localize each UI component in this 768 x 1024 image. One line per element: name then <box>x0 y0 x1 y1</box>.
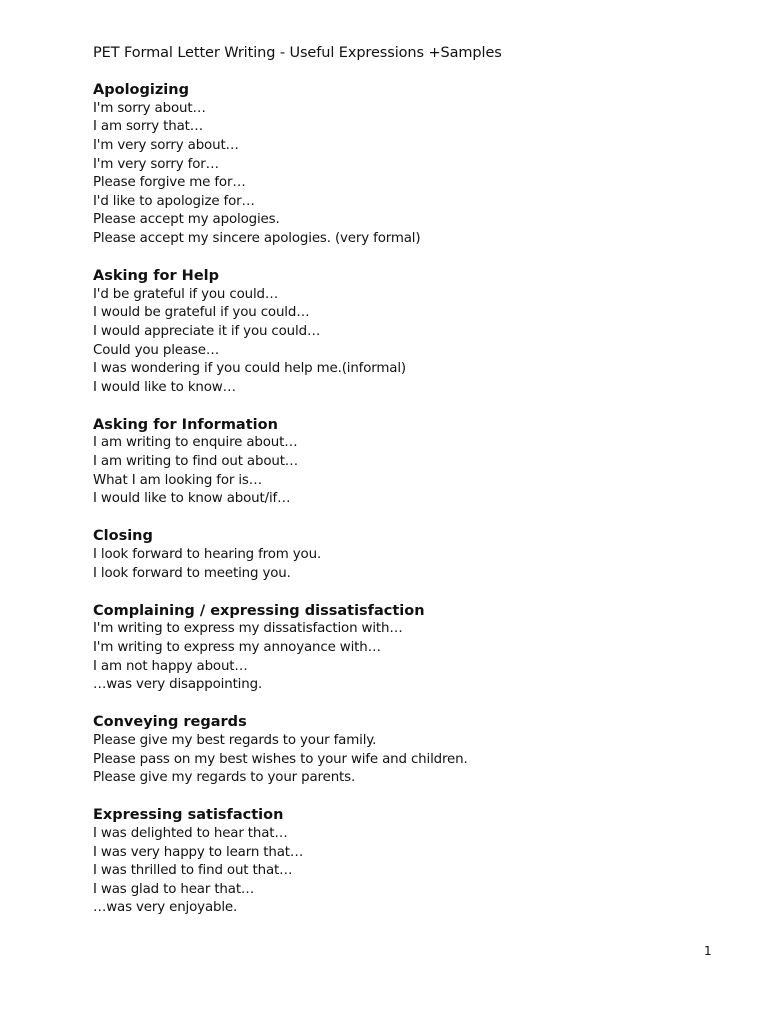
section-asking-for-help <box>93 267 713 397</box>
expression-line: I would be grateful if you could… <box>93 305 310 321</box>
section-apologizing <box>93 81 713 248</box>
expression-line: I'd like to apologize for… <box>93 193 255 209</box>
expression-line: …was very disappointing. <box>93 677 263 693</box>
expression-line: I'm very sorry about… <box>93 137 239 153</box>
expression-line: Please give my best regards to your family. <box>93 732 377 748</box>
section-heading: Complaining / expressing dissatisfaction <box>93 602 425 619</box>
expression-line: I was thrilled to find out that… <box>93 863 293 879</box>
expression-line: I'm very sorry for… <box>93 156 219 172</box>
expression-line: I would like to know about/if… <box>93 491 291 507</box>
expression-line: I was glad to hear that… <box>93 881 255 897</box>
section-closing <box>93 527 713 583</box>
expression-line: Could you please… <box>93 342 220 358</box>
expression-line: I'm sorry about… <box>93 100 206 116</box>
section-heading: Conveying regards <box>93 714 247 731</box>
page-number: 1 <box>704 944 712 958</box>
expression-line: I am writing to enquire about… <box>93 435 298 451</box>
expression-line: I would like to know… <box>93 379 236 395</box>
expression-line: I am writing to find out about… <box>93 454 299 470</box>
expression-line: Please forgive me for… <box>93 175 246 191</box>
expression-line: I am sorry that… <box>93 119 204 135</box>
expression-line: I am not happy about… <box>93 658 248 674</box>
expression-line: I would appreciate it if you could… <box>93 323 321 339</box>
expression-line: What I am looking for is… <box>93 472 262 488</box>
expression-line: Please accept my sincere apologies. (very formal) <box>93 230 421 246</box>
expression-line: I look forward to hearing from you. <box>93 547 322 563</box>
document-content <box>93 44 713 937</box>
section-heading: Closing <box>93 528 153 545</box>
section-complaining-expressing-dissatisfaction <box>93 602 713 695</box>
section-conveying-regards <box>93 713 713 787</box>
expression-line: I was wondering if you could help me.(informal) <box>93 361 406 377</box>
section-expressing-satisfaction <box>93 806 713 918</box>
section-heading: Expressing satisfaction <box>93 807 284 824</box>
section-heading: Asking for Help <box>93 268 220 285</box>
sections-container <box>93 81 713 918</box>
section-heading: Asking for Information <box>93 416 278 433</box>
expression-line: I was delighted to hear that… <box>93 825 288 841</box>
expression-line: Please give my regards to your parents. <box>93 770 356 786</box>
expression-line: Please pass on my best wishes to your wife and children. <box>93 751 468 767</box>
section-asking-for-information <box>93 416 713 509</box>
expression-line: I'm writing to express my dissatisfaction with… <box>93 621 403 637</box>
section-heading: Apologizing <box>93 82 189 99</box>
expression-line: I was very happy to learn that… <box>93 844 304 860</box>
expression-line: …was very enjoyable. <box>93 900 238 916</box>
expression-line: Please accept my apologies. <box>93 212 280 228</box>
document-title: PET Formal Letter Writing - Useful Expressions +Samples <box>93 45 502 61</box>
expression-line: I'd be grateful if you could… <box>93 286 279 302</box>
expression-line: I look forward to meeting you. <box>93 565 291 581</box>
expression-line: I'm writing to express my annoyance with… <box>93 640 381 655</box>
